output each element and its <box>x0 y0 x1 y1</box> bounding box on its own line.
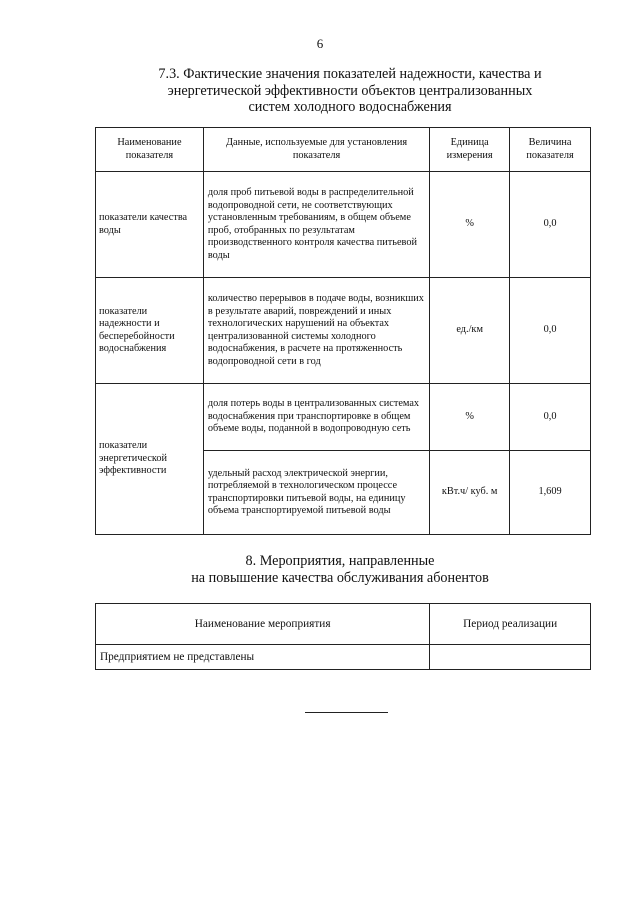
table-row <box>96 278 591 384</box>
indicator-group: показатели качества воды <box>96 172 204 278</box>
section-7-3-title <box>100 66 600 116</box>
indicator-group: показатели надежности и бесперебойности водоснабжения <box>96 278 204 384</box>
signature-line <box>305 712 388 713</box>
header-value: Величина показателя <box>510 128 591 172</box>
indicator-value: 1,609 <box>510 451 591 535</box>
indicator-value: 0,0 <box>510 278 591 384</box>
indicator-unit: % <box>430 172 510 278</box>
indicator-unit: ед./км <box>430 278 510 384</box>
measure-period <box>430 645 591 670</box>
section-7-3-title-line: энергетической эффективности объектов централизованных <box>167 82 533 99</box>
table-header-row <box>96 604 591 645</box>
indicators-table <box>95 127 591 535</box>
section-7-3-title-line: 7.3. Фактические значения показателей надежности, качества и <box>158 66 542 82</box>
table-row <box>96 172 591 278</box>
table-header-row <box>96 128 591 172</box>
section-8-title-line: на повышение качества обслуживания абонентов <box>191 570 489 586</box>
indicator-data: удельный расход электрической энергии, потребляемой в технологическом процессе транспортировки питьевой воды, на единицу объема транспортируемой питьевой воды <box>203 451 429 535</box>
section-8-title <box>120 553 560 587</box>
header-unit: Единица измерения <box>430 128 510 172</box>
indicator-unit: % <box>430 384 510 451</box>
page-number: 6 <box>316 36 324 51</box>
indicator-value: 0,0 <box>510 384 591 451</box>
indicator-data: доля потерь воды в централизованных системах водоснабжения при транспортировке в общем объеме воды, поданной в водопроводную сеть <box>203 384 429 451</box>
measure-name: Предприятием не представлены <box>96 645 430 670</box>
measures-table <box>95 603 591 670</box>
indicator-data: количество перерывов в подаче воды, возникших в результате аварий, повреждений и иных технологических нарушений на объектах централизованной системы холодного водоснабжения, в расчете на протяженность водопроводной сети в год <box>203 278 429 384</box>
header-period: Период реализации <box>430 604 591 645</box>
header-data-used: Данные, используемые для установления показателя <box>203 128 429 172</box>
table-row <box>96 384 591 451</box>
indicator-unit: кВт.ч/ куб. м <box>430 451 510 535</box>
indicator-group: показатели энергетической эффективности <box>96 384 204 535</box>
indicator-value: 0,0 <box>510 172 591 278</box>
indicator-data: доля проб питьевой воды в распределительной водопроводной сети, не соответствующих установленным требованиям, в общем объеме проб, отобранных по результатам производственного контроля качества питьевой воды <box>203 172 429 278</box>
header-indicator-name: Наименование показателя <box>96 128 204 172</box>
table-row <box>96 645 591 670</box>
section-7-3-title-line: систем холодного водоснабжения <box>248 99 452 115</box>
section-8-title-line: 8. Мероприятия, направленные <box>245 553 435 569</box>
header-measure-name: Наименование мероприятия <box>96 604 430 645</box>
